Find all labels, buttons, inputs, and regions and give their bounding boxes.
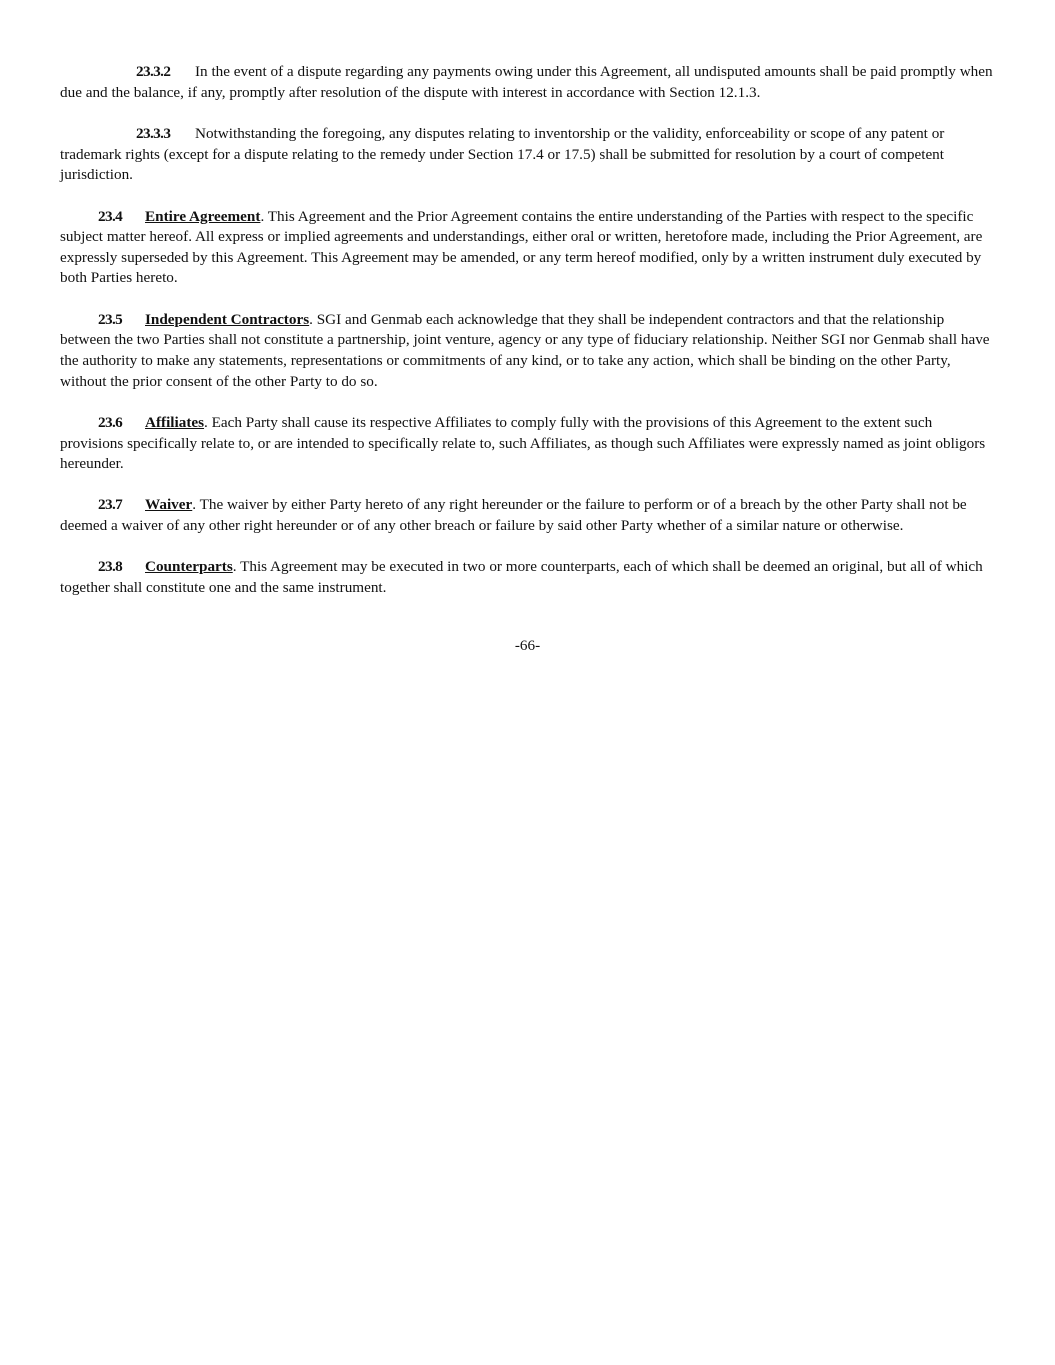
section-heading: Waiver: [145, 496, 193, 514]
section-23-5: [60, 310, 995, 392]
section-heading: Counterparts: [145, 558, 233, 576]
section-text: . This Agreement may be executed in two or more counterparts, each of which shall be deemed an original, but all of which together shall constitute one and the same instrument.: [60, 558, 983, 597]
section-23-7: [60, 495, 995, 536]
section-number: 23.3.2: [136, 63, 171, 80]
section-number: 23.8: [98, 558, 123, 576]
section-heading: Independent Contractors: [145, 310, 310, 328]
section-text: . SGI and Genmab each acknowledge that they shall be independent contractors and that the relationship between the two Parties shall not constitute a partnership, joint venture, agency or any type of fiduciary relationship. Neither SGI nor Genmab shall have the authority to make any statements, representations or commitments of any kind, or to take any action, which shall be binding on the other Party, without the prior consent of the other Party to do so.: [60, 310, 990, 390]
section-text: Notwithstanding the foregoing, any disputes relating to inventorship or the validity, enforceability or scope of any patent or trademark rights (except for a dispute relating to the remedy under Section 17.4 or 17.5) shall be submitted for resolution by a court of competent jurisdiction.: [60, 124, 945, 184]
section-23-6: [60, 413, 995, 475]
section-23-3-2: [60, 62, 995, 103]
section-number: 23.3.3: [136, 124, 171, 142]
section-text: . This Agreement and the Prior Agreement contains the entire understanding of the Parties with respect to the specific subject matter hereof. All express or implied agreements and understandings, either oral or written, heretofore made, including the Prior Agreement, are expressly superseded by this Agreement. This Agreement may be amended, or any term hereof modified, only by a written instrument duly executed by both Parties hereto.: [60, 207, 983, 287]
section-heading: Affiliates: [145, 413, 205, 431]
section-23-4: [60, 207, 995, 289]
section-23-3-3: [60, 124, 995, 186]
section-text: In the event of a dispute regarding any payments owing under this Agreement, all undisputed amounts shall be paid promptly when due and the balance, if any, promptly after resolution of the dispute with interest in accordance with Section 12.1.3.: [60, 63, 993, 101]
section-number: 23.6: [98, 413, 123, 431]
section-number: 23.4: [98, 207, 123, 225]
document-page: [60, 62, 995, 619]
section-heading: Entire Agreement: [145, 207, 261, 225]
section-text: . Each Party shall cause its respective Affiliates to comply fully with the provisions of this Agreement to the extent such provisions specifically relate to, or are intended to specifically relate to, such Affiliates, as though such Affiliates were expressly named as joint obligors hereunder.: [60, 413, 986, 473]
page-number: -66-: [514, 637, 541, 654]
section-number: 23.7: [98, 496, 123, 514]
section-text: . The waiver by either Party hereto of any right hereunder or the failure to perform or of a breach by the other Party shall not be deemed a waiver of any other right hereunder or of any other breach or failure by said other Party whether of a similar nature or otherwise.: [60, 496, 967, 535]
section-number: 23.5: [98, 310, 123, 328]
section-23-8: [60, 557, 995, 598]
